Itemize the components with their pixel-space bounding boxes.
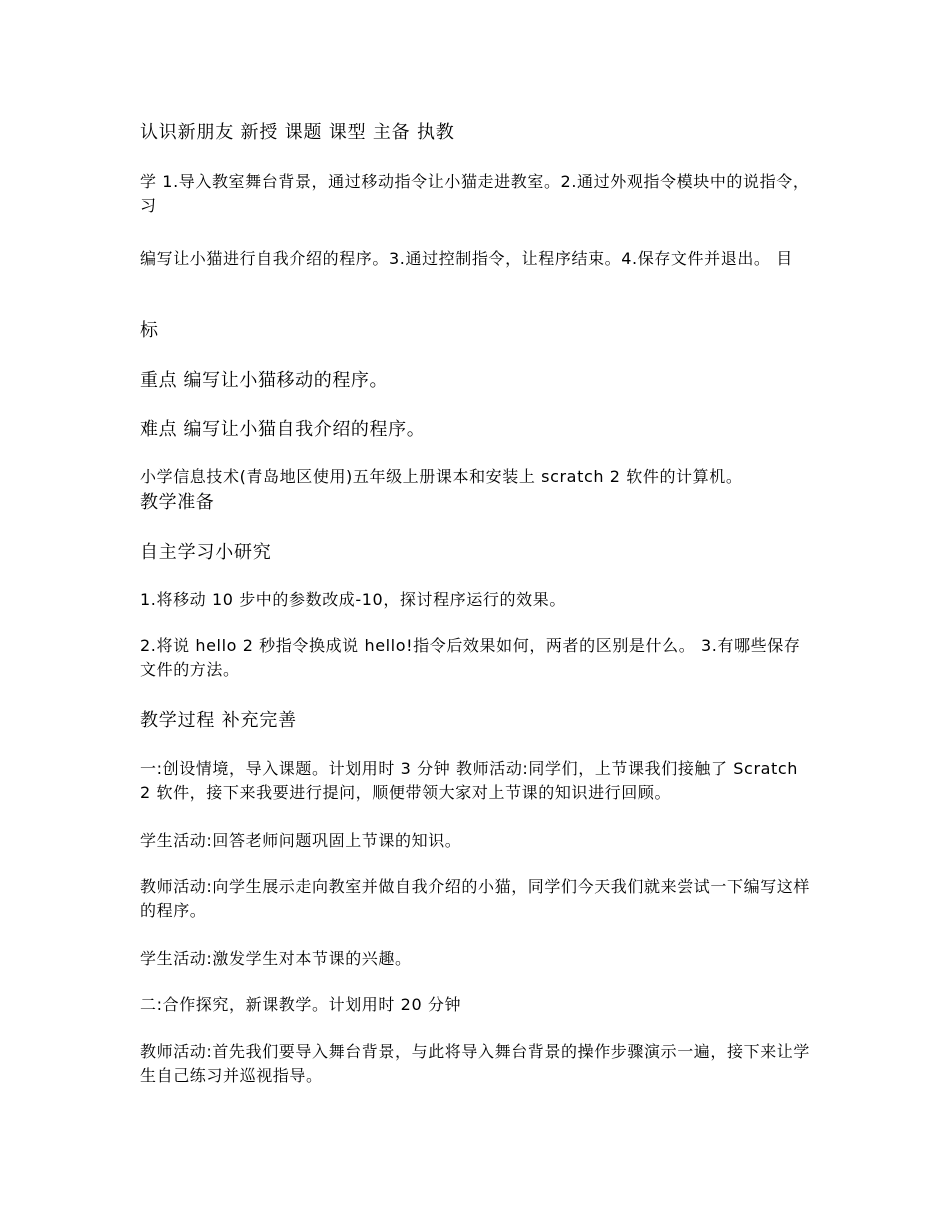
teacher-activity-2: 教师活动:向学生展示走向教室并做自我介绍的小猫，同学们今天我们就来尝试一下编写这样的程序。 (140, 877, 810, 920)
study-question-2-3: 2.将说 hello 2 秒指令换成说 hello!指令后效果如何，两者的区别是什么。 3.有哪些保存文件的方法。 (140, 636, 801, 679)
objectives-label: 标 (140, 320, 159, 341)
study-question-1: 1.将移动 10 步中的参数改成-10，探讨程序运行的效果。 (140, 590, 566, 609)
section-two-heading: 二:合作探究，新课教学。计划用时 20 分钟 (140, 995, 462, 1014)
student-activity-2: 学生活动:激发学生对本节课的兴趣。 (140, 949, 412, 968)
student-activity-1: 学生活动:回答老师问题巩固上节课的知识。 (140, 831, 462, 850)
teaching-materials: 小学信息技术(青岛地区使用)五年级上册课本和安装上 scratch 2 软件的计算机。 (140, 467, 743, 486)
teaching-process-heading: 教学过程 补充完善 (140, 710, 297, 731)
objectives-paragraph-1: 学 1.导入教室舞台背景，通过移动指令让小猫走进教室。2.通过外观指令模块中的说指令，习 (140, 172, 810, 215)
difficult-point: 难点 编写让小猫自我介绍的程序。 (140, 419, 426, 440)
teaching-preparation-label: 教学准备 (140, 492, 215, 513)
section-one-paragraph: 一:创设情境，导入课题。计划用时 3 分钟 教师活动:同学们，上节课我们接触了 Scratch 2 软件，接下来我要进行提问，顺便带领大家对上节课的知识进行回顾。 (140, 759, 799, 802)
key-point: 重点 编写让小猫移动的程序。 (140, 370, 389, 391)
teacher-activity-3: 教师活动:首先我们要导入舞台背景，与此将导入舞台背景的操作步骤演示一遍，接下来让学生自己练习并巡视指导。 (140, 1042, 810, 1085)
objectives-paragraph-2: 编写让小猫进行自我介绍的程序。3.通过控制指令，让程序结束。4.保存文件并退出。 目 (140, 249, 793, 268)
self-study-heading: 自主学习小研究 (140, 542, 272, 563)
lesson-info-line: 认识新朋友 新授 课题 课型 主备 执教 (140, 122, 455, 143)
